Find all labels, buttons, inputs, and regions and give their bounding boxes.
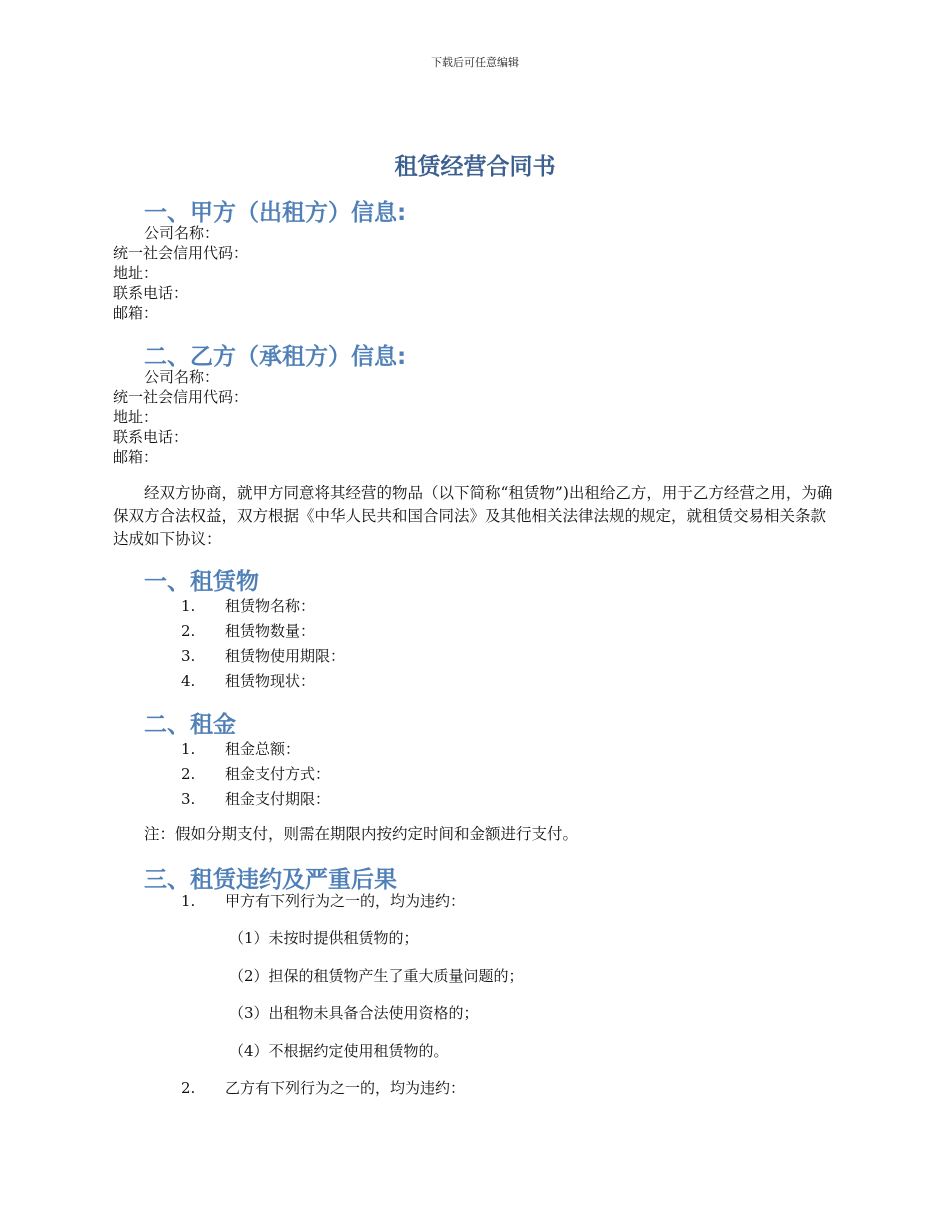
item-text: 租赁物数量： (225, 622, 316, 640)
section-3-sub-item: （1）未按时提供租赁物的； (229, 929, 419, 947)
item-number: 1. (181, 740, 196, 758)
party-a-email: 邮箱： (113, 304, 159, 322)
section-1-item (181, 671, 315, 691)
item-number: 1. (181, 892, 196, 910)
party-b-email: 邮箱： (113, 448, 159, 466)
party-b-heading: 二、乙方（承租方）信息: (144, 344, 407, 370)
section-3-item-1 (181, 891, 465, 911)
section-1-item (181, 646, 345, 666)
item-number: 4. (181, 672, 196, 690)
item-text: 租金总额： (225, 740, 301, 758)
party-a-heading: 一、甲方（出租方）信息: (144, 200, 407, 226)
item-number: 2. (181, 1079, 196, 1097)
payment-note: 注：假如分期支付，则需在期限内按约定时间和金额进行支付。 (144, 825, 579, 843)
item-number: 1. (181, 597, 196, 615)
item-number: 2. (181, 622, 196, 640)
section-1-item (181, 621, 315, 641)
party-a-credit-code: 统一社会信用代码： (113, 244, 249, 262)
section-2-heading: 二、租金 (144, 712, 236, 738)
item-text: 租赁物使用期限： (225, 647, 346, 665)
section-2-item (181, 789, 330, 809)
item-number: 3. (181, 647, 196, 665)
section-1-heading: 一、租赁物 (144, 569, 259, 595)
section-3-sub-item: （4）不根据约定使用租赁物的。 (229, 1042, 449, 1060)
item-number: 3. (181, 790, 196, 808)
section-2-item (181, 739, 300, 759)
item-text: 租赁物名称： (225, 597, 316, 615)
party-b-credit-code: 统一社会信用代码： (113, 388, 249, 406)
party-a-address: 地址： (113, 264, 159, 282)
section-3-item-2 (181, 1078, 465, 1098)
item-number: 2. (181, 765, 196, 783)
item-text: 租金支付期限： (225, 790, 331, 808)
item-text: 租金支付方式： (225, 765, 331, 783)
party-b-phone: 联系电话： (113, 428, 189, 446)
item-text: 乙方有下列行为之一的，均为违约： (225, 1079, 466, 1097)
item-text: 甲方有下列行为之一的，均为违约： (225, 892, 466, 910)
header-note: 下载后可任意编辑 (431, 56, 519, 69)
party-b-company-name: 公司名称： (144, 368, 220, 386)
intro-paragraph: 经双方协商，就甲方同意将其经营的物品（以下简称“租赁物”)出租给乙方，用于乙方经营之用，为确保双方合法权益，双方根据《中华人民共和国合同法》及其他相关法律法规的规定，就租赁交易相关条款达成如下协议： (113, 484, 833, 548)
section-1-item (181, 596, 315, 616)
item-text: 租赁物现状： (225, 672, 316, 690)
section-3-heading: 三、租赁违约及严重后果 (144, 867, 397, 893)
document-title: 租赁经营合同书 (394, 154, 556, 180)
party-a-company-name: 公司名称： (144, 224, 220, 242)
party-a-phone: 联系电话： (113, 284, 189, 302)
section-3-sub-item: （2）担保的租赁物产生了重大质量问题的； (229, 967, 524, 985)
party-b-address: 地址： (113, 408, 159, 426)
section-3-sub-item: （3）出租物未具备合法使用资格的； (229, 1004, 479, 1022)
section-2-item (181, 764, 330, 784)
